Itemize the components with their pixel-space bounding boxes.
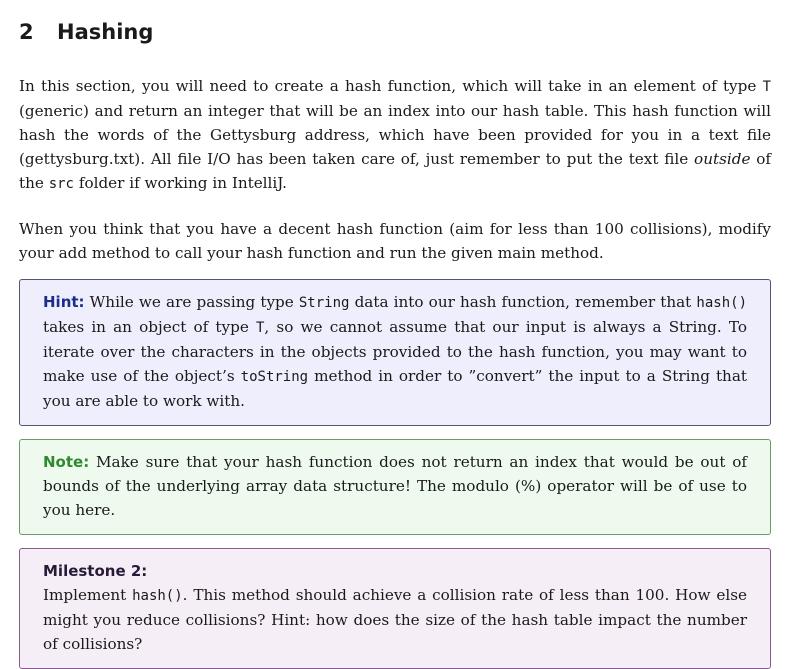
- instructions-paragraph: When you think that you have a decent hash function (aim for less than 100 collisions), modify your add method to call your hash function and run the given main method.: [19, 220, 771, 262]
- intro-text-4: folder if working in IntelliJ.: [74, 174, 287, 192]
- emphasis-outside: outside: [694, 150, 751, 168]
- code-hash: hash(): [132, 588, 183, 604]
- hint-text-5: method in order to ”convert” the input to a String that you are able to work with.: [43, 367, 748, 410]
- hint-box: [19, 279, 771, 426]
- hint-text-1: While we are passing type: [84, 293, 299, 311]
- note-box: [19, 439, 771, 535]
- code-hash: hash(): [696, 295, 747, 311]
- section-title: Hashing: [57, 20, 154, 44]
- milestone-label: Milestone 2:: [43, 562, 148, 580]
- milestone-text-2: . This method should achieve a collision rate of less than 100. How else might you reduce collisions? Hint: how does the size of the hash table impact the number of collisions?: [43, 586, 747, 653]
- section-heading: [19, 20, 771, 44]
- hint-text-4: , so we cannot assume that our input is always a String. To iterate over the characters in the objects provided to the hash function, you may want to make use of the object’s: [43, 318, 747, 385]
- hint-text-2: data into our hash function, remember that: [349, 293, 697, 311]
- code-type-t: T: [762, 79, 771, 95]
- document-page: [19, 14, 771, 669]
- intro-text-1: In this section, you will need to create a hash function, which will take in an element of type: [19, 77, 763, 95]
- intro-text-2: (generic) and return an integer that will be an index into our hash table. This hash function will hash the words of the Gettysburg address, which have been provided for you in a text file (gettysburg.txt). All file I/O has been taken care of, just remember to put the text file: [19, 102, 771, 168]
- hint-label: Hint:: [43, 293, 85, 311]
- milestone-text-1: Implement: [43, 586, 133, 604]
- intro-text-3: of the: [19, 150, 772, 192]
- milestone-box: [19, 548, 771, 669]
- note-label: Note:: [43, 453, 90, 471]
- code-type-t: T: [255, 320, 265, 336]
- intro-paragraph: [19, 74, 771, 196]
- section-number: 2: [19, 20, 34, 44]
- code-string: String: [298, 295, 350, 311]
- code-tostring: toString: [240, 369, 309, 385]
- code-src: src: [48, 176, 74, 192]
- hint-text-3: takes in an object of type: [43, 318, 256, 336]
- note-text: Make sure that your hash function does not return an index that would be out of bounds of the underlying array data structure! The modulo (%) operator will be of use to you here.: [43, 453, 747, 519]
